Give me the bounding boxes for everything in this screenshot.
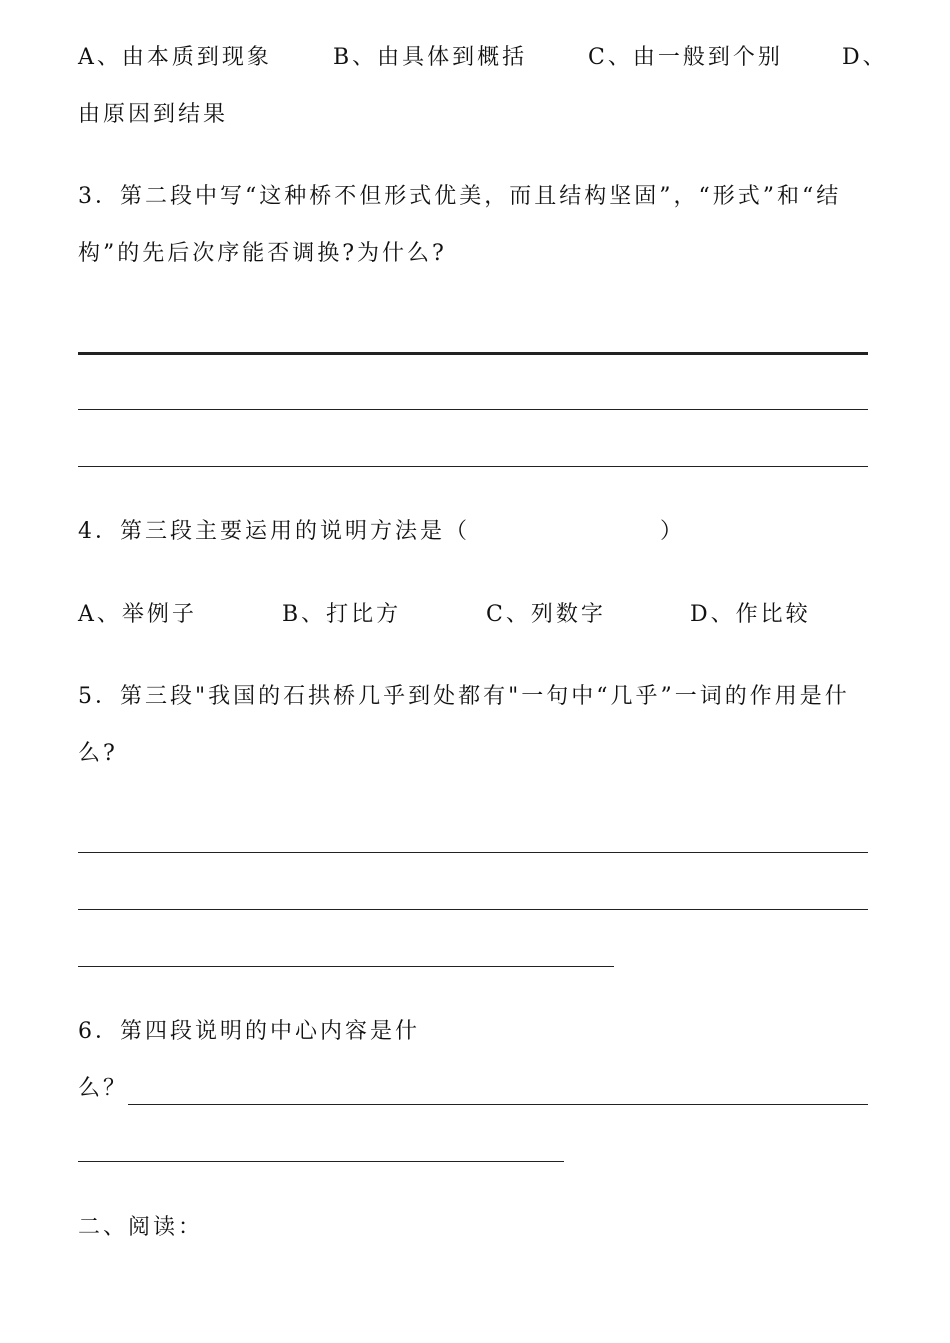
- q3-answer-line-3[interactable]: [78, 466, 868, 467]
- q6-answer-line-2[interactable]: [78, 1161, 564, 1162]
- q3-answer-line-1[interactable]: [78, 352, 868, 355]
- q4-answer-blank[interactable]: [480, 517, 660, 547]
- q4-option-c[interactable]: C、列数字: [486, 602, 606, 627]
- section-2-heading: 二、阅读：: [78, 1215, 204, 1240]
- q5-answer-line-3[interactable]: [78, 966, 614, 967]
- q2-option-a[interactable]: A、由本质到现象: [78, 45, 272, 70]
- q3-stem-line-2: 构”的先后次序能否调换?为什么?: [78, 241, 447, 266]
- q5-stem-line-2: 么?: [78, 741, 118, 766]
- q5-stem-line-1: 5．第三段"我国的石拱桥几乎到处都有"一句中“几乎”一词的作用是什: [78, 684, 850, 709]
- q5-answer-line-2[interactable]: [78, 909, 868, 910]
- q4-option-b[interactable]: B、打比方: [282, 602, 402, 627]
- q5-answer-line-1[interactable]: [78, 852, 868, 853]
- q6-stem-line-2: 么？: [78, 1076, 129, 1101]
- q3-answer-line-2[interactable]: [78, 409, 868, 410]
- q4-option-a[interactable]: A、举例子: [78, 602, 197, 627]
- q2-option-b[interactable]: B、由具体到概括: [333, 45, 528, 70]
- q4-option-d[interactable]: D、作比较: [690, 602, 811, 627]
- q2-option-d[interactable]: D、: [842, 45, 888, 70]
- q4-stem: 4．第三段主要运用的说明方法是（: [78, 519, 470, 544]
- q6-stem-line-1: 6．第四段说明的中心内容是什: [78, 1019, 420, 1044]
- q4-stem-close: ）: [660, 519, 686, 544]
- q6-answer-line-1[interactable]: [128, 1104, 868, 1105]
- q2-option-c[interactable]: C、由一般到个别: [588, 45, 783, 70]
- q3-stem-line-1: 3．第二段中写“这种桥不但形式优美，而且结构坚固”，“形式”和“结: [78, 184, 842, 209]
- q2-option-d-text[interactable]: 由原因到结果: [78, 102, 229, 127]
